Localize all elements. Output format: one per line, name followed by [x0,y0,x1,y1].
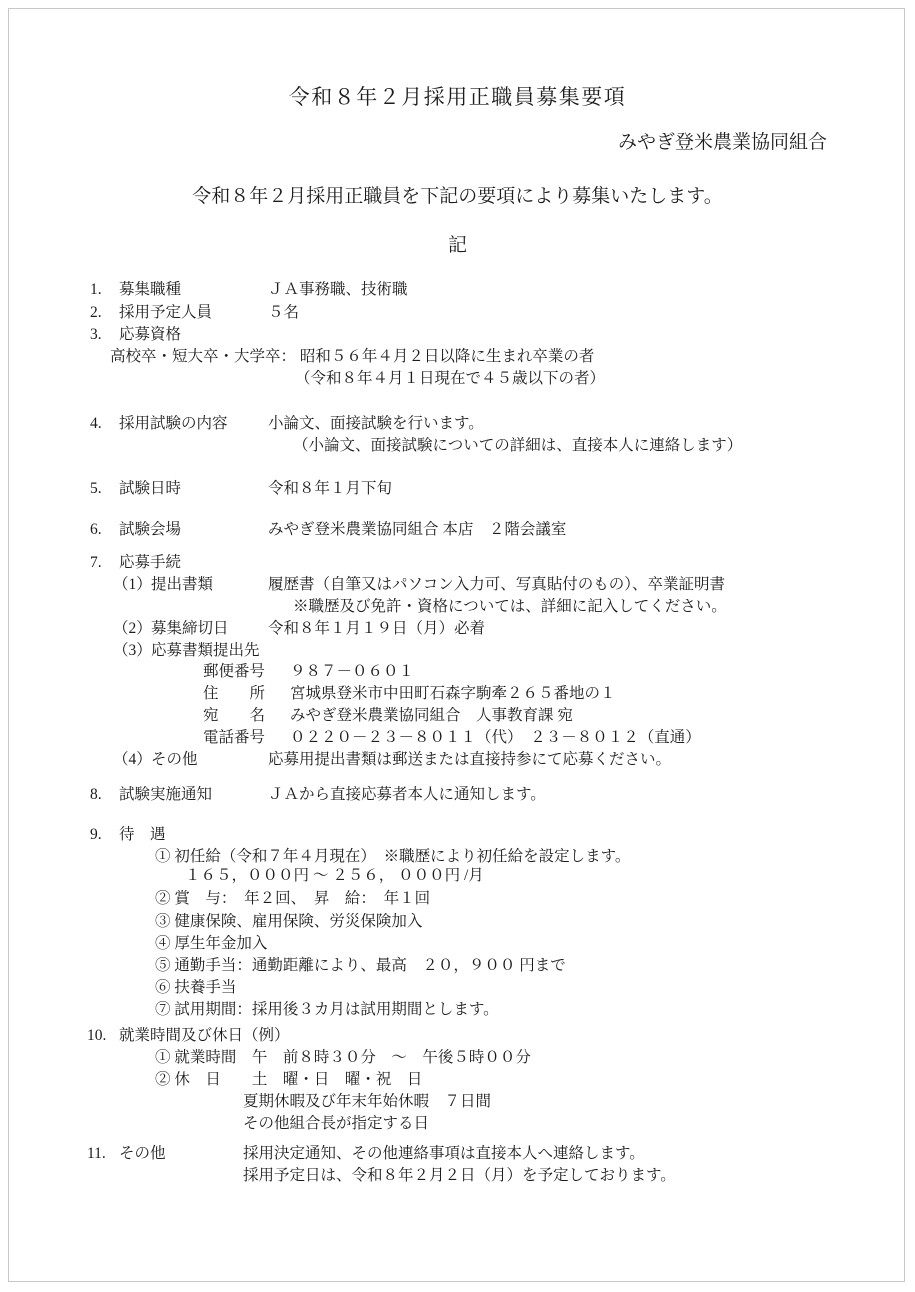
section-6-label: 試験会場 [119,521,182,538]
postal-code-label: 郵便番号 [203,663,266,680]
section-10-item2: ② 休 日 土 曜・日 曜・祝 日 [155,1071,423,1088]
section-9-item4: ④ 厚生年金加入 [155,935,268,952]
section-2-number: 2. [90,304,102,321]
document-title: 令和８年２月採用正職員募集要項 [288,85,627,109]
section-9-item6: ⑥ 扶養手当 [155,979,237,996]
section-7-sub4-value: 応募用提出書類は郵送または直接持参にて応募ください。 [268,751,672,768]
address-label: 住 所 [203,685,266,702]
section-7-sub4-label: その他 [151,751,198,768]
telephone-value: ０２２０－２３－８０１１（代） ２３－８０１２（直通） [290,729,701,746]
postal-code-value: ９８７－０６０１ [290,663,415,680]
section-8-label: 試験実施通知 [119,786,213,803]
section-7-sub3-label: 応募書類提出先 [151,642,260,659]
section-5-value: 令和８年１月下旬 [268,480,393,497]
intro-sentence: 令和８年２月採用正職員を下記の要項により募集いたします。 [192,186,723,207]
organization-name: みやぎ登米農業協同組合 [617,132,827,153]
section-4-label: 採用試験の内容 [119,415,228,432]
section-11-label: その他 [119,1145,166,1162]
section-7-sub2-number: （2） [113,620,152,637]
section-10-item2-line3: その他組合長が指定する日 [243,1115,430,1132]
section-3-label: 応募資格 [119,326,182,343]
section-10-label: 就業時間及び休日（例） [119,1027,290,1044]
section-10-number: 10. [87,1027,107,1044]
address-value: 宮城県登米市中田町石森字駒牽２６５番地の１ [290,685,616,702]
section-9-item1-salary: １６５，０００円 ～ ２５６， ０００円 /月 [185,867,484,884]
section-10-item1: ① 就業時間 午 前８時３０分 ～ 午後５時００分 [155,1049,531,1066]
section-9-item1: ① 初任給（令和７年４月現在） ※職歴により初任給を設定します。 [155,848,631,865]
section-3-number: 3. [90,326,102,343]
section-1-number: 1. [90,281,102,298]
section-8-number: 8. [90,786,102,803]
section-4-note: （小論文、面接試験についての詳細は、直接本人に連絡します） [293,437,743,454]
section-9-item5: ⑤ 通勤手当：通勤距離により、最高 ２０，９００ 円まで [155,957,566,974]
section-9-item2: ② 賞 与： 年２回、 昇 給： 年１回 [155,890,431,907]
section-11-line2: 採用予定日は、令和８年２月２日（月）を予定しております。 [243,1167,676,1184]
section-7-sub2-label: 募集締切日 [151,620,229,637]
section-7-number: 7. [90,554,102,571]
heading-mark: 記 [447,235,467,256]
section-2-value: ５名 [268,304,300,321]
section-5-number: 5. [90,480,102,497]
section-1-label: 募集職種 [119,281,182,298]
section-3-qualification-line2: （令和８年４月１日現在で４５歳以下の者） [295,370,606,387]
section-11-number: 11. [87,1145,106,1162]
section-8-value: ＪＡから直接応募者本人に通知します。 [268,786,546,803]
section-7-sub1-number: （1） [113,576,152,593]
section-7-sub2-value: 令和８年１月１９日（月）必着 [268,620,486,637]
section-7-label: 応募手続 [119,554,182,571]
recipient-label: 宛 名 [203,707,266,724]
section-10-item2-line2: 夏期休暇及び年末年始休暇 ７日間 [243,1093,492,1110]
section-7-sub1-label: 提出書類 [151,576,214,593]
section-9-item7: ⑦ 試用期間：採用後３カ月は試用期間とします。 [155,1001,499,1018]
section-6-value: みやぎ登米農業協同組合 本店 ２階会議室 [268,521,567,538]
section-3-qualification-line1: 高校卒・短大卒・大学卒： 昭和５６年４月２日以降に生まれ卒業の者 [110,348,595,365]
section-9-label: 待 遇 [119,826,166,843]
section-7-sub1-note: ※職歴及び免許・資格については、詳細に記入してください。 [293,598,727,615]
section-1-value: ＪＡ事務職、技術職 [268,281,408,298]
recipient-value: みやぎ登米農業協同組合 人事教育課 宛 [290,707,573,724]
section-2-label: 採用予定人員 [119,304,213,321]
section-7-sub4-number: （4） [113,751,152,768]
section-9-number: 9. [90,826,102,843]
section-4-number: 4. [90,415,102,432]
telephone-label: 電話番号 [203,729,266,746]
section-5-label: 試験日時 [119,480,182,497]
section-7-sub3-number: （3） [113,642,152,659]
section-6-number: 6. [90,521,102,538]
section-11-line1: 採用決定通知、その他連絡事項は直接本人へ連絡します。 [243,1145,645,1162]
section-7-sub1-value: 履歴書（自筆又はパソコン入力可、写真貼付のもの）、卒業証明書 [268,576,725,593]
section-4-value: 小論文、面接試験を行います。 [268,415,484,432]
section-9-item3: ③ 健康保険、雇用保険、労災保険加入 [155,913,423,930]
